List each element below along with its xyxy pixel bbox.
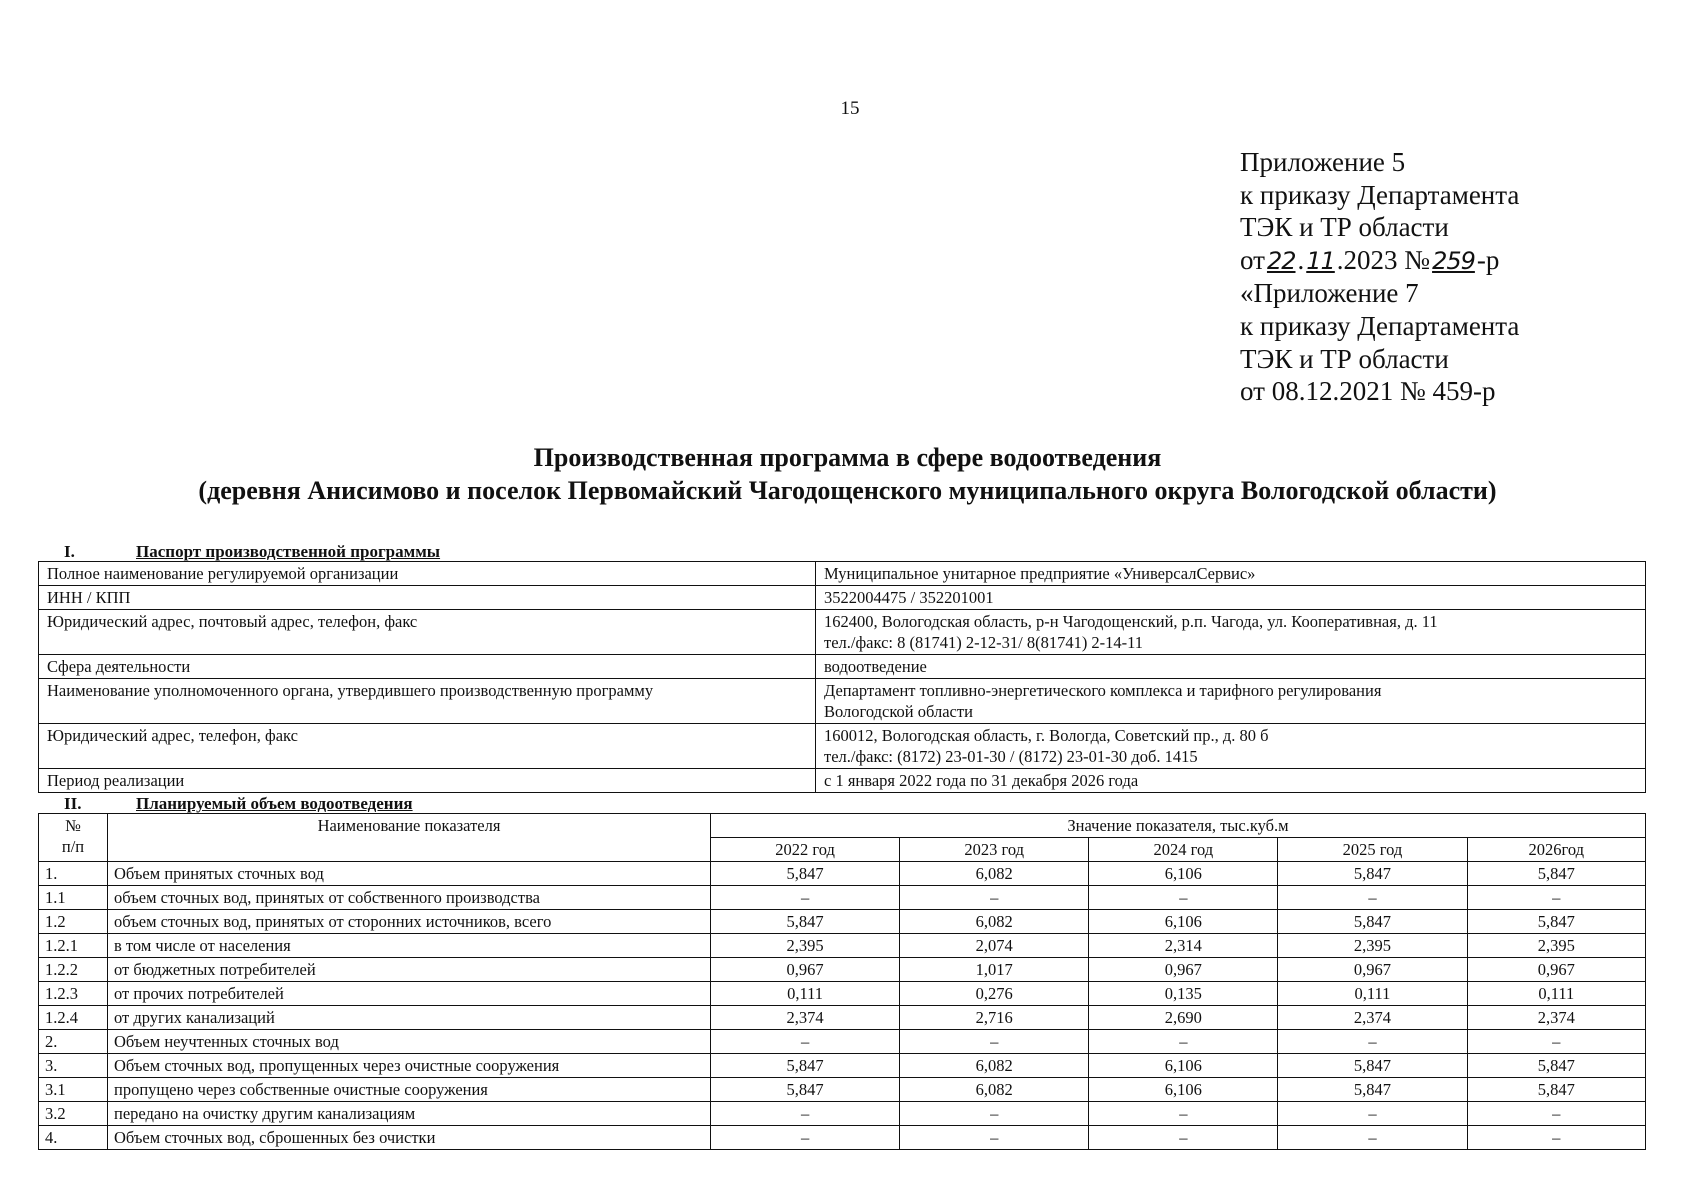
cell-value: 0,967 <box>1278 958 1467 982</box>
passport-label: Полное наименование регулируемой организации <box>39 562 816 586</box>
passport-value-line: Муниципальное унитарное предприятие «УниверсалСервис» <box>824 564 1256 583</box>
cell-value: 6,106 <box>1089 1054 1278 1078</box>
row-name: от бюджетных потребителей <box>108 958 711 982</box>
handwritten-day: 22 <box>1266 246 1296 275</box>
row-name: от прочих потребителей <box>108 982 711 1006</box>
section-title: Паспорт производственной программы <box>136 542 441 561</box>
passport-table <box>38 561 1646 793</box>
appendix-line: «Приложение 7 <box>1240 278 1419 309</box>
passport-label: Юридический адрес, почтовый адрес, телефон, факс <box>39 610 816 655</box>
row-name: пропущено через собственные очистные сооружения <box>108 1078 711 1102</box>
appendix-line: Приложение 5 <box>1240 147 1406 177</box>
passport-value-line: тел./факс: (8172) 23-01-30 / (8172) 23-01-30 доб. 1415 <box>824 747 1198 766</box>
section-title: Планируемый объем водоотведения <box>136 794 413 813</box>
row-number: 3. <box>39 1054 108 1078</box>
row-name: в том числе от населения <box>108 934 711 958</box>
cell-value: 0,111 <box>1278 982 1467 1006</box>
row-number: 2. <box>39 1030 108 1054</box>
passport-value-line: Вологодской области <box>824 702 973 721</box>
table-row <box>39 1054 1646 1078</box>
cell-value: 6,082 <box>900 1054 1089 1078</box>
table-row <box>39 562 1646 586</box>
volume-table <box>38 813 1646 1150</box>
table-row <box>39 769 1646 793</box>
column-header-value: Значение показателя, тыс.куб.м <box>711 814 1646 838</box>
row-name: от других канализаций <box>108 1006 711 1030</box>
appendix-line: ТЭК и ТР области <box>1240 343 1449 374</box>
column-header-year: 2022 год <box>711 838 900 862</box>
section-heading-passport <box>38 543 440 561</box>
cell-value: – <box>1278 1030 1467 1054</box>
row-number: 3.2 <box>39 1102 108 1126</box>
passport-value <box>816 679 1646 724</box>
table-row <box>39 910 1646 934</box>
row-name: Объем принятых сточных вод <box>108 862 711 886</box>
cell-value: 2,074 <box>900 934 1089 958</box>
column-header-year: 2026год <box>1467 838 1645 862</box>
cell-value: 5,847 <box>711 910 900 934</box>
passport-value-line: 3522004475 / 352201001 <box>824 588 994 607</box>
column-header-year: 2025 год <box>1278 838 1467 862</box>
cell-value: 1,017 <box>900 958 1089 982</box>
passport-value-line: 160012, Вологодская область, г. Вологда, Советский пр., д. 80 б <box>824 726 1269 745</box>
column-header-year: 2023 год <box>900 838 1089 862</box>
passport-label: ИНН / КПП <box>39 586 816 610</box>
cell-value: – <box>1278 1126 1467 1150</box>
cell-value: 5,847 <box>711 1078 900 1102</box>
cell-value: – <box>900 1102 1089 1126</box>
table-row <box>39 1078 1646 1102</box>
table-row <box>39 934 1646 958</box>
cell-value: 0,111 <box>1467 982 1645 1006</box>
table-row <box>39 958 1646 982</box>
table-header-row <box>39 814 1646 838</box>
row-name: объем сточных вод, принятых от сторонних источников, всего <box>108 910 711 934</box>
document-title-line2: (деревня Анисимово и поселок Первомайский Чагодощенского муниципального округа Вологодской области) <box>198 476 1497 505</box>
appendix-reference <box>1240 146 1519 408</box>
cell-value: – <box>1467 886 1645 910</box>
section-heading-volume <box>38 795 413 813</box>
row-number: 3.1 <box>39 1078 108 1102</box>
appendix-line: от 08.12.2021 № 459-р <box>1240 376 1496 407</box>
cell-value: – <box>1467 1126 1645 1150</box>
row-number: 1. <box>39 862 108 886</box>
cell-value: 0,111 <box>711 982 900 1006</box>
table-row <box>39 862 1646 886</box>
cell-value: – <box>1278 1102 1467 1126</box>
cell-value: 5,847 <box>1278 1054 1467 1078</box>
cell-value: – <box>1089 1102 1278 1126</box>
cell-value: – <box>1467 1102 1645 1126</box>
cell-value: – <box>711 1126 900 1150</box>
cell-value: – <box>900 886 1089 910</box>
passport-label: Сфера деятельности <box>39 655 816 679</box>
cell-value: 6,082 <box>900 1078 1089 1102</box>
cell-value: 2,314 <box>1089 934 1278 958</box>
passport-value <box>816 610 1646 655</box>
passport-value-line: с 1 января 2022 года по 31 декабря 2026 года <box>824 771 1139 790</box>
passport-value <box>816 562 1646 586</box>
header-text: п/п <box>61 837 85 856</box>
appendix-line: к приказу Департамента <box>1240 310 1520 341</box>
column-header-name: Наименование показателя <box>108 814 711 862</box>
handwritten-month: 11 <box>1306 246 1335 275</box>
table-row <box>39 886 1646 910</box>
row-name: Объем сточных вод, сброшенных без очистки <box>108 1126 711 1150</box>
header-text: № <box>65 816 81 835</box>
column-header-year: 2024 год <box>1089 838 1278 862</box>
cell-value: – <box>711 886 900 910</box>
cell-value: – <box>1089 1030 1278 1054</box>
passport-value-line: тел./факс: 8 (81741) 2-12-31/ 8(81741) 2-14-11 <box>824 633 1144 652</box>
section-number: II. <box>64 794 82 813</box>
row-number: 1.2.3 <box>39 982 108 1006</box>
cell-value: 6,082 <box>900 910 1089 934</box>
cell-value: 5,847 <box>1278 1078 1467 1102</box>
cell-value: 5,847 <box>711 1054 900 1078</box>
cell-value: 5,847 <box>711 862 900 886</box>
passport-value-line: Департамент топливно-энергетического комплекса и тарифного регулирования <box>824 681 1382 700</box>
passport-value <box>816 724 1646 769</box>
passport-label: Юридический адрес, телефон, факс <box>39 724 816 769</box>
cell-value: 6,106 <box>1089 910 1278 934</box>
cell-value: – <box>1089 886 1278 910</box>
passport-value <box>816 655 1646 679</box>
table-row <box>39 586 1646 610</box>
cell-value: 2,395 <box>1278 934 1467 958</box>
cell-value: – <box>1467 1030 1645 1054</box>
table-row <box>39 1126 1646 1150</box>
cell-value: 0,967 <box>1089 958 1278 982</box>
passport-value-line: 162400, Вологодская область, р-н Чагодощенский, р.п. Чагода, ул. Кооперативная, д. 11 <box>824 612 1438 631</box>
row-number: 4. <box>39 1126 108 1150</box>
document-title <box>0 441 1695 507</box>
passport-label: Период реализации <box>39 769 816 793</box>
appendix-line: ТЭК и ТР области <box>1240 212 1449 243</box>
row-number: 1.2.1 <box>39 934 108 958</box>
cell-value: – <box>900 1126 1089 1150</box>
table-row <box>39 679 1646 724</box>
passport-label: Наименование уполномоченного органа, утвердившего производственную программу <box>39 679 816 724</box>
column-header-number <box>39 814 108 862</box>
cell-value: 0,967 <box>711 958 900 982</box>
table-row <box>39 982 1646 1006</box>
row-number: 1.2.4 <box>39 1006 108 1030</box>
passport-value <box>816 769 1646 793</box>
cell-value: – <box>711 1030 900 1054</box>
table-row <box>39 724 1646 769</box>
row-name: Объем неучтенных сточных вод <box>108 1030 711 1054</box>
row-number: 1.1 <box>39 886 108 910</box>
cell-value: 2,395 <box>711 934 900 958</box>
table-row <box>39 1030 1646 1054</box>
cell-value: 0,135 <box>1089 982 1278 1006</box>
cell-value: 5,847 <box>1278 910 1467 934</box>
document-title-line1: Производственная программа в сфере водоотведения <box>533 443 1162 472</box>
passport-value <box>816 586 1646 610</box>
row-name: Объем сточных вод, пропущенных через очистные сооружения <box>108 1054 711 1078</box>
page-number: 15 <box>840 98 860 119</box>
row-name: передано на очистку другим канализациям <box>108 1102 711 1126</box>
table-row <box>39 1102 1646 1126</box>
cell-value: 5,847 <box>1467 1054 1645 1078</box>
cell-value: – <box>1278 886 1467 910</box>
row-name: объем сточных вод, принятых от собственного производства <box>108 886 711 910</box>
cell-value: – <box>900 1030 1089 1054</box>
row-number: 1.2 <box>39 910 108 934</box>
cell-value: 5,847 <box>1467 862 1645 886</box>
cell-value: 5,847 <box>1467 910 1645 934</box>
cell-value: – <box>711 1102 900 1126</box>
table-row <box>39 1006 1646 1030</box>
row-number: 1.2.2 <box>39 958 108 982</box>
table-row <box>39 655 1646 679</box>
appendix-line: к приказу Департамента <box>1240 179 1520 210</box>
cell-value: 6,106 <box>1089 862 1278 886</box>
passport-value-line: водоотведение <box>824 657 927 676</box>
appendix-text: от <box>1240 244 1265 275</box>
section-number: I. <box>64 542 75 561</box>
cell-value: 2,374 <box>1467 1006 1645 1030</box>
appendix-text: -р <box>1476 244 1500 275</box>
cell-value: 2,374 <box>1278 1006 1467 1030</box>
appendix-text: .2023 № <box>1336 244 1431 275</box>
cell-value: 5,847 <box>1278 862 1467 886</box>
cell-value: 6,106 <box>1089 1078 1278 1102</box>
appendix-order-date-line: от22.11.2023 №259-р <box>1240 244 1500 275</box>
handwritten-order-number: 259 <box>1432 246 1475 275</box>
cell-value: 0,967 <box>1467 958 1645 982</box>
cell-value: 2,690 <box>1089 1006 1278 1030</box>
cell-value: 5,847 <box>1467 1078 1645 1102</box>
cell-value: 0,276 <box>900 982 1089 1006</box>
cell-value: 2,716 <box>900 1006 1089 1030</box>
cell-value: 2,395 <box>1467 934 1645 958</box>
cell-value: 6,082 <box>900 862 1089 886</box>
table-row <box>39 610 1646 655</box>
cell-value: – <box>1089 1126 1278 1150</box>
cell-value: 2,374 <box>711 1006 900 1030</box>
